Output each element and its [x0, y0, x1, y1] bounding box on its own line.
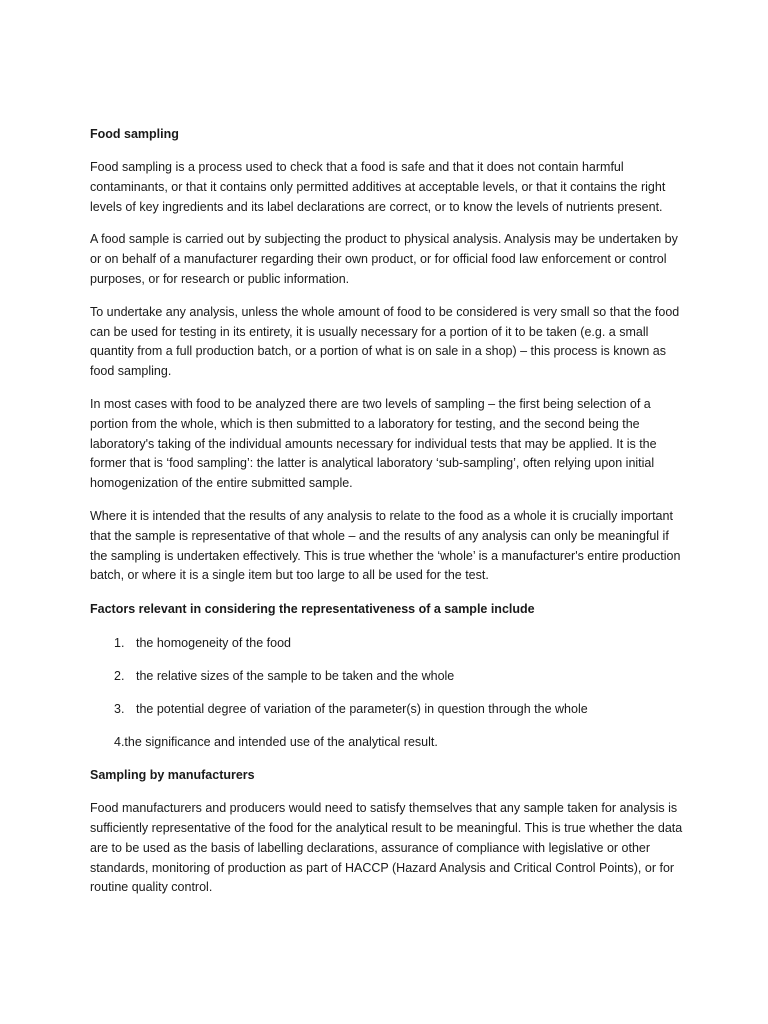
manufacturers-paragraph: Food manufacturers and producers would need to satisfy themselves that any sample taken for analysis is sufficiently representative of the food for the analytical result to be meaningful. This is true whether the data are to be used as the basis of labelling declarations, assurance of compliance with legislative or other standards, monitoring of production as part of HACCP (Hazard Analysis and Critical Control Points), or for routine quality control. [90, 801, 683, 895]
intro-paragraph-4: In most cases with food to be analyzed there are two levels of sampling – the first being selection of a portion from the whole, which is then submitted to a laboratory for testing, and the second being the laboratory's taking of the individual amounts necessary for individual tests that may be applied. It is the former that is ‘food sampling’: the latter is analytical laboratory ‘sub-sampling’, often relying upon initial homogenization of the entire submitted sample. [90, 396, 657, 491]
factors-list [90, 633, 684, 752]
list-item [90, 666, 684, 686]
list-item-text: 4.the significance and intended use of the analytical result. [114, 735, 438, 750]
intro-paragraph-2: A food sample is carried out by subjecting the product to physical analysis. Analysis may be undertaken by or on behalf of a manufacturer regarding their own product, or for official food law enforcement or control purposes, or for research or public information. [90, 232, 678, 286]
list-item [90, 633, 684, 653]
list-item-text: the relative sizes of the sample to be taken and the whole [136, 669, 455, 684]
factors-heading: Factors relevant in considering the representativeness of a sample include [90, 602, 535, 617]
intro-paragraph-1: Food sampling is a process used to check that a food is safe and that it does not contain harmful contaminants, or that it contains only permitted additives at acceptable levels, or that it contains the right levels of key ingredients and its label declarations are correct, or to know the levels of nutrients present. [90, 160, 666, 214]
list-item-number: 3. [114, 702, 125, 717]
list-item-number: 1. [114, 636, 125, 651]
intro-paragraph-3: To undertake any analysis, unless the whole amount of food to be considered is very small so that the food can be used for testing in its entirety, it is usually necessary for a portion of it to be taken (e.g. a small quantity from a full production batch, or a portion of what is on sale in a shop) – this process is known as food sampling. [90, 304, 680, 379]
manufacturers-heading: Sampling by manufacturers [90, 768, 255, 783]
list-item-number: 2. [114, 669, 125, 684]
list-item [90, 699, 684, 719]
list-item-text: the homogeneity of the food [136, 636, 291, 651]
document-page [90, 124, 684, 911]
document-title: Food sampling [90, 127, 179, 141]
intro-paragraph-5: Where it is intended that the results of any analysis to relate to the food as a whole it is crucially important that the sample is representative of that whole – and the results of any analysis can only be meaningful if the sampling is undertaken effectively. This is true whether the ‘whole’ is a manufacturer's entire production batch, or where it is a single item but too large to all be used for the test. [90, 508, 681, 583]
list-item-text: the potential degree of variation of the parameter(s) in question through the whole [136, 702, 588, 717]
list-item [114, 732, 684, 752]
